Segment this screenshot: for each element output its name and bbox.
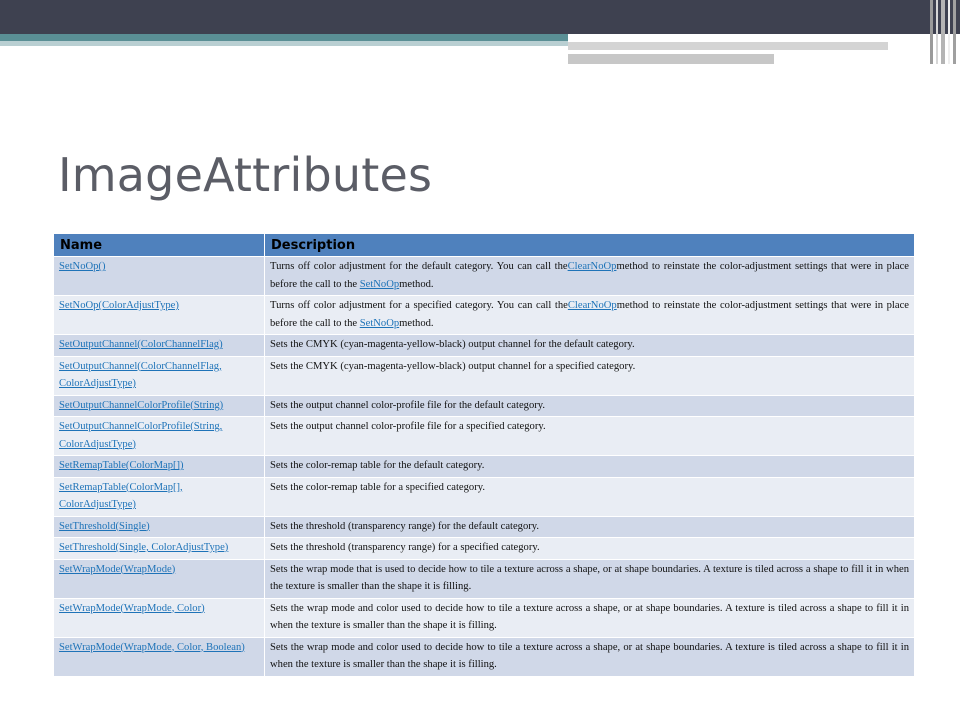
method-name-cell: [54, 516, 265, 538]
method-description-cell: [265, 296, 915, 335]
vertical-accent-line: [936, 0, 938, 64]
method-description-cell: [265, 516, 915, 538]
method-name-cell: [54, 598, 265, 637]
clearnoop-link[interactable]: ClearNoOp: [567, 261, 617, 272]
method-description-cell: [265, 335, 915, 357]
method-link[interactable]: SetThreshold(Single, ColorAdjustType): [59, 542, 229, 553]
description-text: method to reinstate the color-adjustment settings that were in place before the call to the: [270, 261, 909, 290]
method-name-cell: [54, 417, 265, 456]
method-name-cell: [54, 538, 265, 560]
description-text: Sets the CMYK (cyan-magenta-yellow-black) output channel for a specified category.: [270, 360, 636, 372]
method-description-cell: [265, 559, 915, 598]
description-text: Sets the threshold (transparency range) for a specified category.: [270, 542, 540, 553]
method-description-cell: [265, 257, 915, 296]
table-row: [54, 296, 915, 335]
method-description-cell: [265, 538, 915, 560]
table-row: [54, 559, 915, 598]
method-link[interactable]: SetRemapTable(ColorMap[]): [59, 460, 184, 471]
description-text: Sets the threshold (transparency range) for the default category.: [270, 520, 540, 532]
method-name-cell: [54, 296, 265, 335]
method-link[interactable]: SetNoOp(): [59, 261, 106, 272]
vertical-accent-line: [930, 0, 933, 64]
table-row: [54, 516, 915, 538]
method-name-cell: [54, 257, 265, 296]
method-description-cell: [265, 417, 915, 456]
top-banner: [0, 0, 960, 34]
table-body: [54, 257, 915, 677]
table-row: [54, 417, 915, 456]
description-text: method to reinstate the color-adjustment settings that were in place before the call to the: [270, 300, 909, 329]
table-row: [54, 257, 915, 296]
method-link[interactable]: SetWrapMode(WrapMode): [59, 563, 176, 575]
description-text: Sets the wrap mode and color used to decide how to tile a texture across a shape, or at shape boundaries. A texture is tiled across a shape to fill it in when the texture is smaller than the shape it is filling.: [270, 602, 909, 631]
accent-stripe: [0, 34, 568, 41]
method-name-cell: [54, 335, 265, 357]
description-text: Sets the CMYK (cyan-magenta-yellow-black) output channel for the default category.: [270, 339, 635, 350]
table-row: [54, 598, 915, 637]
method-name-cell: [54, 456, 265, 478]
method-link[interactable]: SetRemapTable(ColorMap[], ColorAdjustType): [59, 481, 183, 510]
table-row: [54, 356, 915, 395]
description-text: Sets the color-remap table for a specified category.: [270, 481, 485, 493]
method-link[interactable]: SetWrapMode(WrapMode, Color, Boolean): [59, 641, 245, 653]
method-name-cell: [54, 477, 265, 516]
method-description-cell: [265, 356, 915, 395]
vertical-accent-line: [953, 0, 956, 64]
description-text: Turns off color adjustment for the default category. You can call the: [270, 261, 568, 272]
clearnoop-link[interactable]: ClearNoOp: [567, 300, 617, 311]
column-header-name: Name: [54, 234, 265, 257]
method-name-cell: [54, 559, 265, 598]
method-name-cell: [54, 395, 265, 417]
description-text: method.: [399, 278, 434, 290]
slide-title: ImageAttributes: [58, 148, 433, 202]
column-header-description: Description: [265, 234, 915, 257]
method-link[interactable]: SetOutputChannel(ColorChannelFlag): [59, 339, 223, 350]
method-link[interactable]: SetThreshold(Single): [59, 520, 150, 532]
table-row: [54, 637, 915, 676]
description-text: Sets the color-remap table for the default category.: [270, 460, 485, 471]
method-link[interactable]: SetOutputChannelColorProfile(String): [59, 399, 224, 411]
vertical-accent-line: [941, 0, 945, 64]
table-header-row: [54, 234, 915, 257]
method-description-cell: [265, 477, 915, 516]
method-link[interactable]: SetNoOp(ColorAdjustType): [59, 300, 179, 311]
table-row: [54, 335, 915, 357]
description-text: Sets the wrap mode that is used to decide how to tile a texture across a shape, or at shape boundaries. A texture is tiled across a shape to fill it in when the texture is smaller than the shape it is filling.: [270, 563, 909, 592]
table-row: [54, 456, 915, 478]
description-text: method.: [399, 317, 434, 329]
methods-table-container: [53, 233, 915, 677]
method-name-cell: [54, 356, 265, 395]
table-row: [54, 395, 915, 417]
setnoop-link[interactable]: SetNoOp: [359, 278, 400, 290]
table-row: [54, 538, 915, 560]
accent-stripe-light: [0, 41, 568, 46]
description-text: Sets the output channel color-profile file for a specified category.: [270, 421, 546, 432]
description-text: Sets the wrap mode and color used to decide how to tile a texture across a shape, or at shape boundaries. A texture is tiled across a shape to fill it in when the texture is smaller than the shape it is filling.: [270, 641, 909, 670]
method-description-cell: [265, 456, 915, 478]
methods-table: [53, 233, 915, 677]
description-text: Sets the output channel color-profile file for the default category.: [270, 399, 546, 411]
accent-divider: [568, 50, 888, 52]
vertical-accent-line: [948, 0, 950, 64]
accent-bar-gray-short: [568, 54, 774, 64]
method-link[interactable]: SetWrapMode(WrapMode, Color): [59, 602, 205, 614]
method-link[interactable]: SetOutputChannelColorProfile(String, ColorAdjustType): [59, 421, 223, 450]
table-row: [54, 477, 915, 516]
method-description-cell: [265, 637, 915, 676]
method-description-cell: [265, 598, 915, 637]
description-text: Turns off color adjustment for a specified category. You can call the: [270, 300, 568, 311]
method-link[interactable]: SetOutputChannel(ColorChannelFlag, ColorAdjustType): [59, 360, 222, 389]
method-name-cell: [54, 637, 265, 676]
method-description-cell: [265, 395, 915, 417]
setnoop-link[interactable]: SetNoOp: [359, 317, 400, 329]
